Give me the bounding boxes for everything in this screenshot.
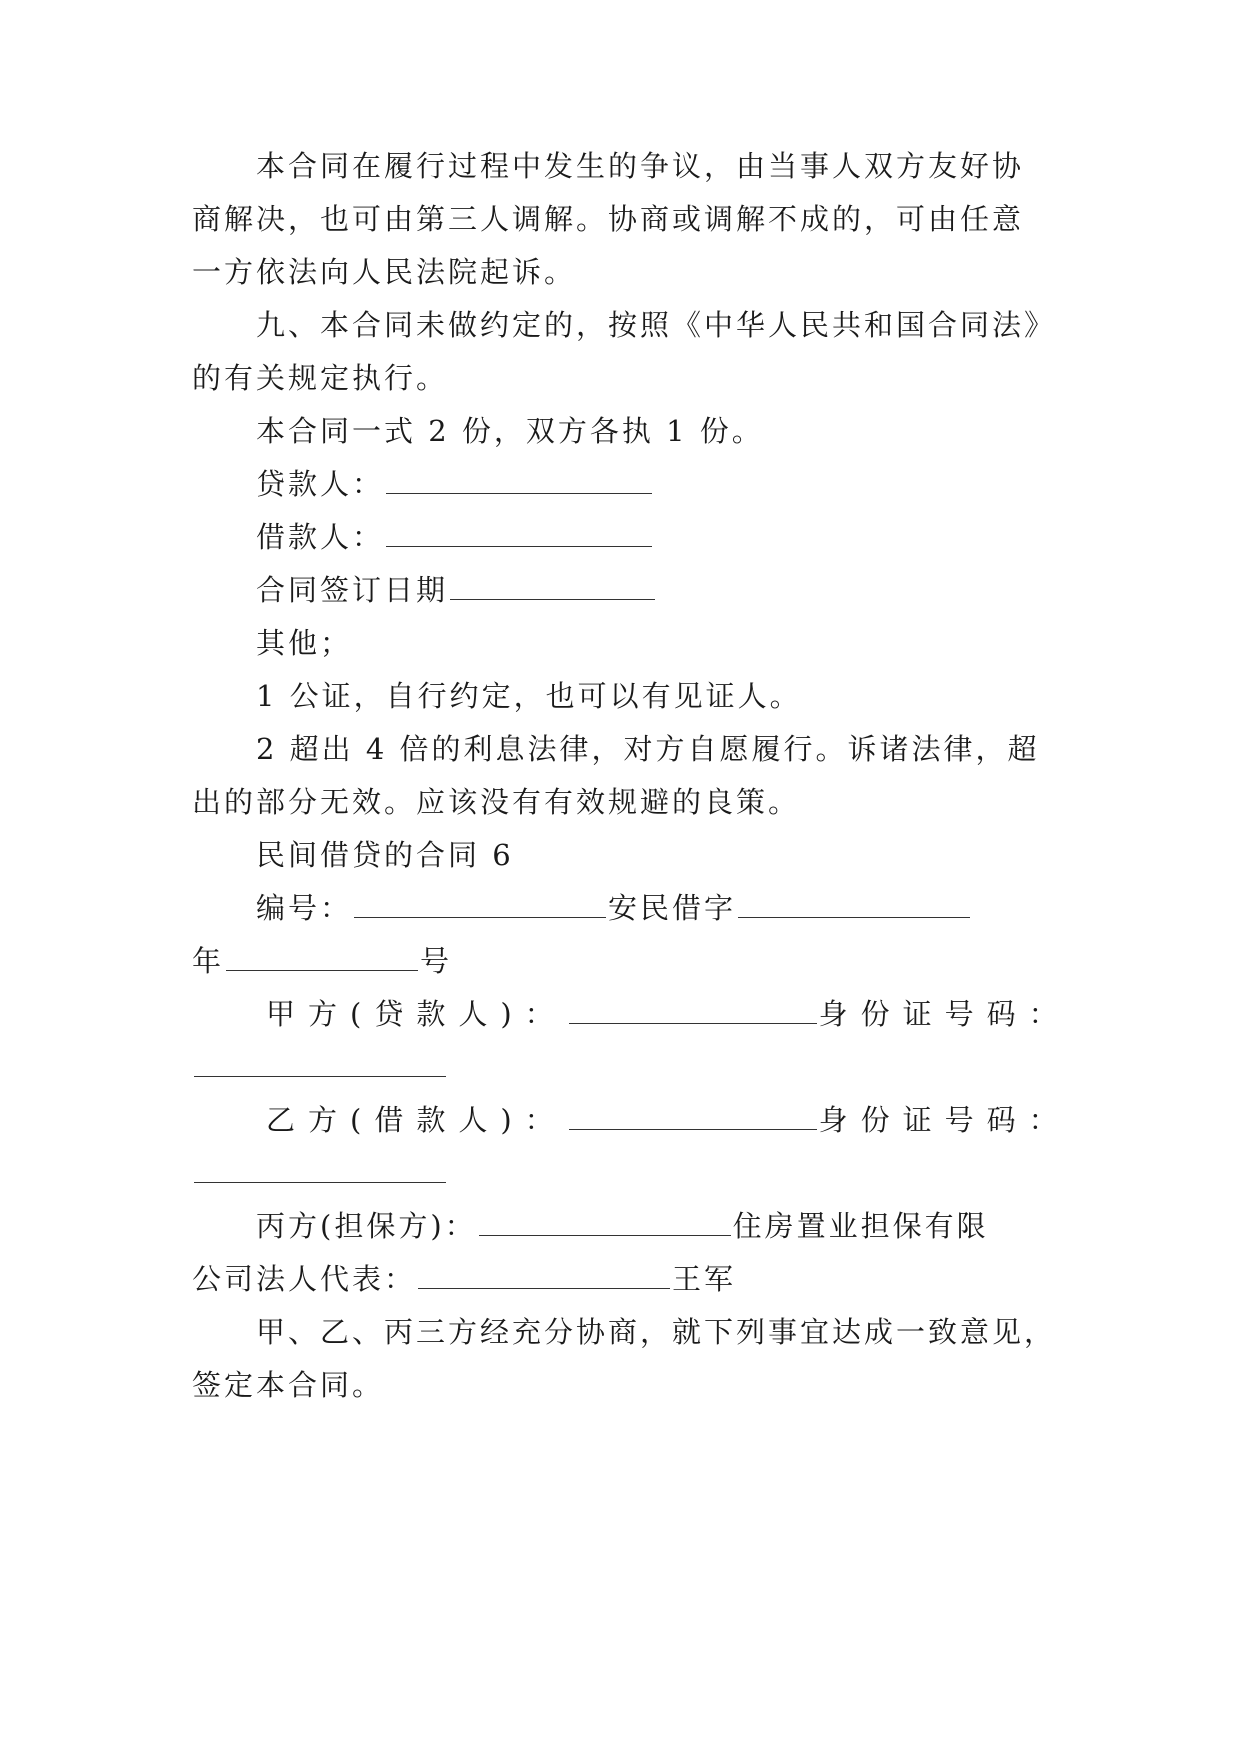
number-label: 编号： [256, 891, 353, 925]
number-middle-text: 安民借字 [608, 891, 737, 925]
sign-date-label: 合同签订日期 [256, 573, 449, 607]
contract-number-row-2 [192, 941, 1052, 981]
party-a-row [266, 994, 1126, 1034]
party-c-company: 住房置业担保有限 [732, 1209, 989, 1243]
sign-date-blank [450, 573, 655, 600]
dispute-clause-line-1: 本合同在履行过程中发生的争议，由当事人双方友好协 [256, 149, 1025, 183]
borrower-signature-row [256, 517, 1116, 557]
lender-label: 贷款人： [256, 467, 385, 501]
party-b-id-blank [194, 1156, 446, 1183]
number-blank-2 [738, 891, 970, 918]
other-item-1: 1 公证，自行约定，也可以有见证人。 [256, 679, 802, 713]
dispute-clause-line-2: 商解决，也可由第三人调解。协商或调解不成的，可由任意 [192, 202, 1025, 236]
borrower-blank [386, 520, 652, 547]
party-c-rep-blank [418, 1262, 670, 1289]
party-c-rep-row [192, 1259, 1052, 1299]
party-c-row [256, 1206, 1116, 1246]
sign-date-row [256, 570, 1116, 610]
clause-nine-line-2: 的有关规定执行。 [192, 361, 449, 395]
number-suffix: 号 [420, 944, 453, 978]
party-a-name-blank [569, 997, 817, 1024]
party-c-label: 丙方(担保方)： [256, 1209, 477, 1243]
party-b-name-blank [569, 1103, 817, 1130]
number-blank-3 [226, 944, 418, 971]
number-blank-1 [354, 891, 606, 918]
closing-line-1: 甲、乙、丙三方经充分协商，就下列事宜达成一致意见， [256, 1315, 1057, 1349]
contract-number-row [256, 888, 1116, 928]
party-c-rep-label: 公司法人代表： [192, 1262, 417, 1296]
party-a-id-row [192, 1047, 1052, 1087]
other-item-2-line-2: 出的部分无效。应该没有有效规避的良策。 [192, 785, 801, 819]
party-b-id-label: 身份证号码： [818, 1103, 1071, 1137]
other-heading: 其他； [256, 626, 353, 660]
party-c-blank [479, 1209, 731, 1236]
lender-blank [386, 467, 652, 494]
dispute-clause-line-3: 一方依法向人民法院起诉。 [192, 255, 577, 289]
party-b-id-row [192, 1153, 1052, 1193]
lender-signature-row [256, 464, 1116, 504]
clause-nine-line-1: 九、本合同未做约定的，按照《中华人民共和国合同法》 [256, 308, 1057, 342]
party-a-label: 甲方(贷款人)： [266, 997, 567, 1031]
party-c-rep-name: 王军 [672, 1262, 737, 1296]
party-b-label: 乙方(借款人)： [266, 1103, 567, 1137]
closing-line-2: 签定本合同。 [192, 1368, 385, 1402]
contract-title: 民间借贷的合同 6 [256, 838, 514, 872]
copies-statement: 本合同一式 2 份，双方各执 1 份。 [256, 414, 764, 448]
other-item-2-line-1: 2 超出 4 倍的利息法律，对方自愿履行。诉诸法律，超 [256, 732, 1040, 766]
party-b-row [266, 1100, 1126, 1140]
borrower-label: 借款人： [256, 520, 385, 554]
party-a-id-label: 身份证号码： [818, 997, 1071, 1031]
number-year: 年 [192, 944, 225, 978]
party-a-id-blank [194, 1050, 446, 1077]
